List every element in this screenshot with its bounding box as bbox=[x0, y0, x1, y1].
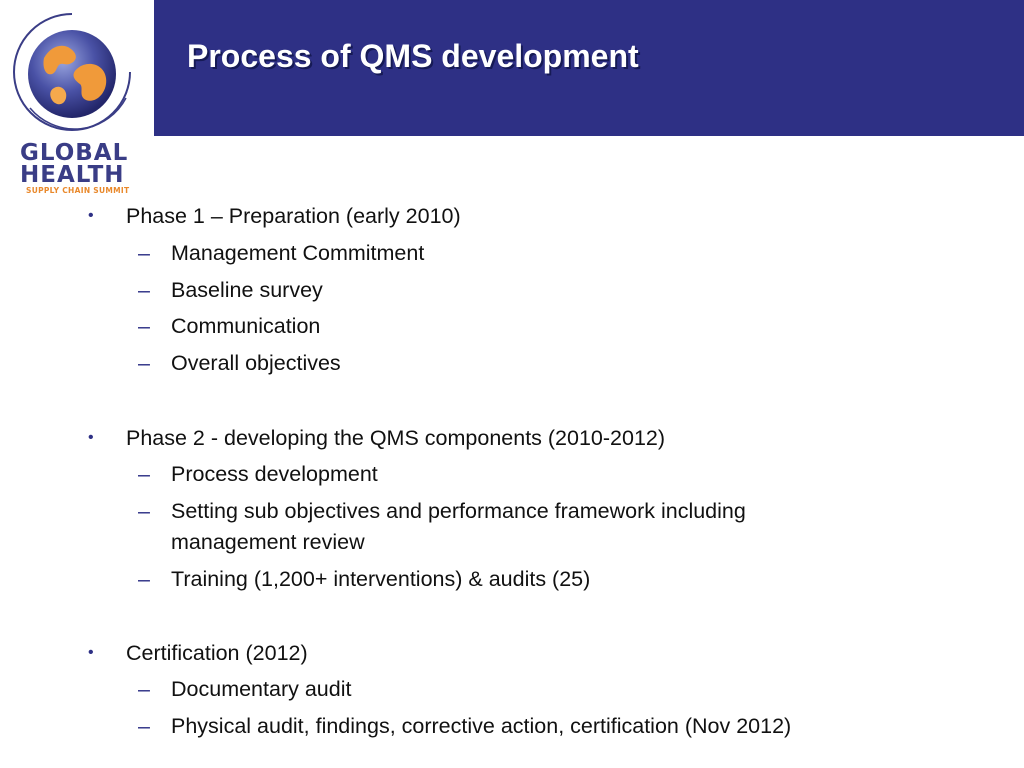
dash-marker: – bbox=[138, 567, 150, 591]
sub-item-text: Baseline survey bbox=[171, 278, 323, 302]
sub-item-text: management review bbox=[171, 530, 365, 554]
dash-marker: – bbox=[138, 714, 150, 738]
sub-item-text: Setting sub objectives and performance framework including bbox=[171, 499, 746, 523]
dash-marker: – bbox=[138, 278, 150, 302]
sub-item-text: Documentary audit bbox=[171, 677, 352, 701]
sub-item-text: Overall objectives bbox=[171, 351, 341, 375]
dash-marker: – bbox=[138, 314, 150, 338]
dash-marker: – bbox=[138, 351, 150, 375]
bullet-marker: • bbox=[88, 207, 94, 224]
sub-item-text: Physical audit, findings, corrective action, certification (Nov 2012) bbox=[171, 714, 792, 738]
dash-marker: – bbox=[138, 677, 150, 701]
bullet-text: Certification (2012) bbox=[126, 641, 308, 665]
logo-tagline: SUPPLY CHAIN SUMMIT bbox=[26, 186, 130, 195]
dash-marker: – bbox=[138, 462, 150, 486]
bullet-marker: • bbox=[88, 429, 94, 446]
sub-item-text: Management Commitment bbox=[171, 241, 425, 265]
sub-item-text: Communication bbox=[171, 314, 321, 338]
logo-text-health: HEALTH bbox=[20, 162, 125, 188]
bullet-text: Phase 2 - developing the QMS components (2010-2012) bbox=[126, 426, 666, 450]
bullet-text: Phase 1 – Preparation (early 2010) bbox=[126, 204, 461, 228]
sub-item-text: Training (1,200+ interventions) & audits (25) bbox=[171, 567, 591, 591]
bullet-marker: • bbox=[88, 644, 94, 661]
dash-marker: – bbox=[138, 499, 150, 523]
slide-title: Process of QMS development bbox=[187, 38, 639, 74]
dash-marker: – bbox=[138, 241, 150, 265]
sub-item-text: Process development bbox=[171, 462, 378, 486]
logo-text-global: GLOBAL bbox=[20, 140, 129, 166]
